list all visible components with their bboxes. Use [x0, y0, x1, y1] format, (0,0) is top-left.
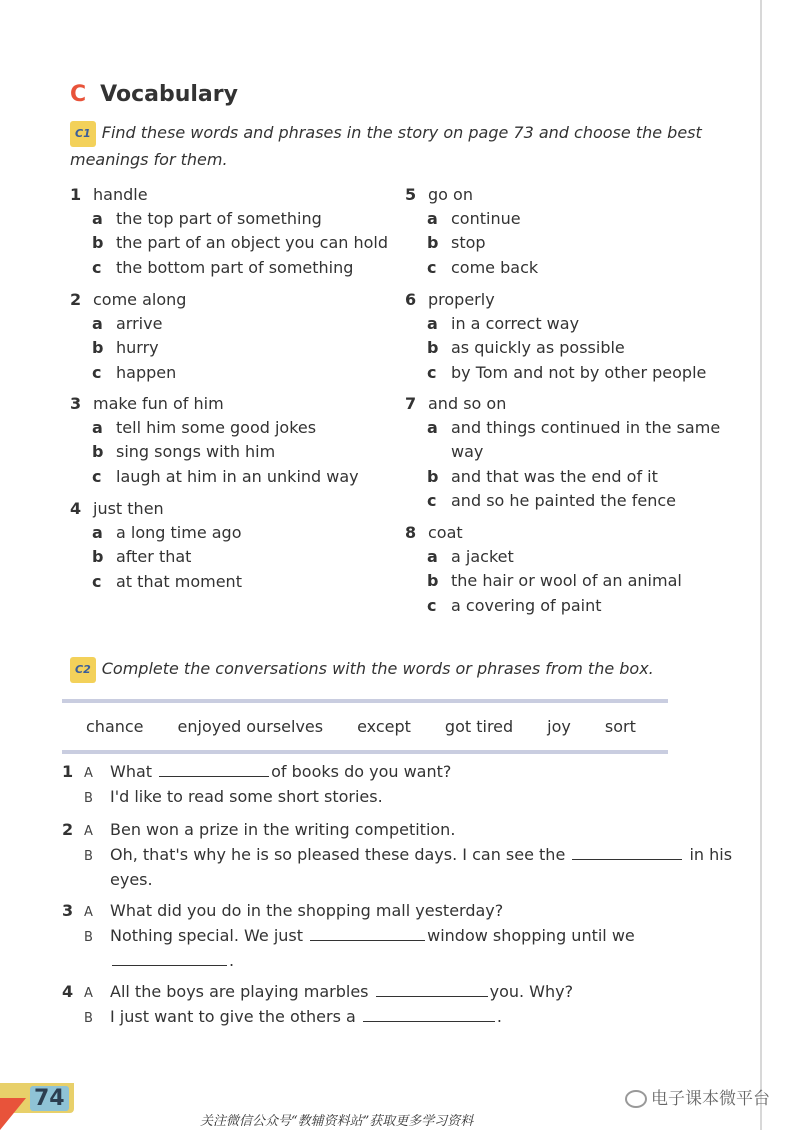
line-a: A What of books do you want?: [84, 762, 452, 781]
line-a: A Ben won a prize in the writing competition.: [84, 820, 456, 839]
option: c happen: [92, 363, 177, 382]
question-stem: come along: [93, 290, 187, 309]
answer-blank[interactable]: [112, 951, 227, 966]
option: b stop: [427, 233, 486, 252]
option: way: [451, 442, 484, 461]
answer-blank[interactable]: [363, 1007, 495, 1022]
answer-blank[interactable]: [572, 845, 682, 860]
box-word: joy: [547, 717, 571, 736]
c2-badge: C2: [70, 657, 96, 683]
box-word: got tired: [444, 717, 514, 736]
question-number: 8: [405, 523, 417, 542]
option: b the hair or wool of an animal: [427, 571, 682, 590]
question-stem: properly: [428, 290, 495, 309]
box-word: except: [357, 717, 411, 736]
option: c by Tom and not by other people: [427, 363, 707, 382]
line-b: B I just want to give the others a .: [84, 1007, 503, 1026]
line-b: B Nothing special. We just window shopping until we: [84, 926, 635, 945]
chat-icon: [625, 1090, 647, 1108]
box-word: enjoyed ourselves: [177, 717, 324, 736]
conversation-number: 1: [62, 762, 74, 781]
watermark: [625, 1084, 770, 1109]
c1-instruction-text: Find these words and phrases in the story on page 73 and choose the best meanings for them.: [70, 123, 702, 169]
option: c at that moment: [92, 572, 242, 591]
footer-note: 关注微信公众号“教辅资料站”获取更多学习资料: [200, 1114, 474, 1129]
option: c laugh at him in an unkind way: [92, 467, 359, 486]
question-stem: just then: [93, 499, 164, 518]
option: b hurry: [92, 338, 159, 357]
option: b sing songs with him: [92, 442, 276, 461]
conversation-number: 2: [62, 820, 74, 839]
option: b and that was the end of it: [427, 467, 658, 486]
section-letter: C: [70, 82, 87, 107]
question-number: 4: [70, 499, 82, 518]
question-stem: handle: [93, 185, 148, 204]
page-number: 74: [30, 1086, 69, 1111]
question-number: 5: [405, 185, 417, 204]
question-number: 1: [70, 185, 82, 204]
watermark-text: 电子课本微平台: [651, 1089, 770, 1109]
c2-instruction-text: Complete the conversations with the words or phrases from the box.: [101, 659, 654, 678]
question-number: 7: [405, 394, 417, 413]
answer-blank[interactable]: [159, 762, 269, 777]
c2-instruction: [70, 657, 710, 684]
option: a a jacket: [427, 547, 514, 566]
question-stem: and so on: [428, 394, 507, 413]
option: a tell him some good jokes: [92, 418, 317, 437]
section-heading: Vocabulary: [100, 82, 238, 107]
question-number: 2: [70, 290, 82, 309]
question-stem: coat: [428, 523, 463, 542]
option: b as quickly as possible: [427, 338, 625, 357]
option: c the bottom part of something: [92, 258, 354, 277]
box-word: sort: [604, 717, 636, 736]
page-edge: [760, 0, 762, 1130]
question-stem: go on: [428, 185, 473, 204]
option: a and things continued in the same: [427, 418, 721, 437]
c1-badge: C1: [70, 121, 96, 147]
option: a the top part of something: [92, 209, 322, 228]
conversation-number: 4: [62, 982, 74, 1001]
answer-blank[interactable]: [376, 982, 488, 997]
line-b-cont: eyes.: [110, 870, 153, 889]
line-b: B I'd like to read some short stories.: [84, 787, 383, 806]
section-title: [70, 82, 238, 107]
option: a in a correct way: [427, 314, 580, 333]
option: c come back: [427, 258, 539, 277]
option: a continue: [427, 209, 521, 228]
option: c and so he painted the fence: [427, 491, 676, 510]
question-number: 3: [70, 394, 82, 413]
question-stem: make fun of him: [93, 394, 224, 413]
box-word: chance: [86, 717, 144, 736]
line-a: A All the boys are playing marbles you. Why?: [84, 982, 574, 1001]
conversation-number: 3: [62, 901, 74, 920]
word-box: [62, 699, 668, 754]
line-b: B Oh, that's why he is so pleased these days. I can see the in his: [84, 845, 733, 864]
option: b after that: [92, 547, 192, 566]
option: b the part of an object you can hold: [92, 233, 389, 252]
option: c a covering of paint: [427, 596, 602, 615]
c1-instruction: [70, 121, 710, 172]
option: a arrive: [92, 314, 163, 333]
option: a a long time ago: [92, 523, 242, 542]
line-a: A What did you do in the shopping mall yesterday?: [84, 901, 504, 920]
line-b-cont: .: [110, 951, 234, 970]
question-number: 6: [405, 290, 417, 309]
answer-blank[interactable]: [310, 926, 425, 941]
